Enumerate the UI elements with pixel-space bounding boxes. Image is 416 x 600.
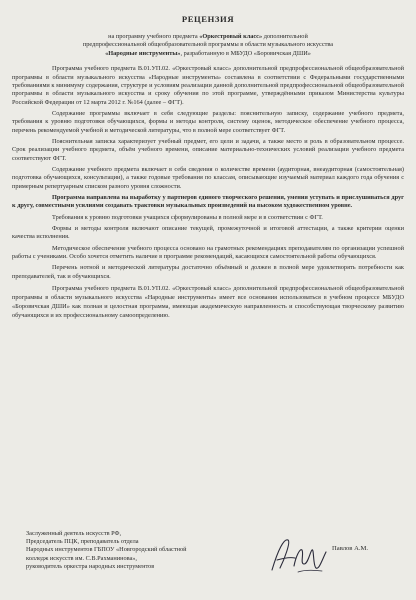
paragraph-9: Перечень нотной и методической литературы достаточно объёмный и должен в полной мере удовлетворять потребности как преподавателей, так и обучающихся.: [12, 264, 404, 281]
credential-line: Народных инструментов ГБПОУ «Новгородский областной: [26, 546, 187, 554]
subject-line-1-suffix: дополнительной: [262, 33, 308, 40]
credential-line: колледж искусств им. С.В.Рахманинова»,: [26, 554, 138, 562]
subject-line-2: предпрофессиональной общеобразовательной программы в области музыкального искусства: [82, 41, 334, 49]
credential-line: руководитель оркестра народных инструментов: [26, 562, 155, 570]
subject-line-3: [16, 50, 400, 58]
subject-program-name: «Народные инструменты»: [105, 49, 181, 57]
document-subject: [16, 33, 400, 58]
subject-line-3-suffix: , разработанную в МБУДО «Боровичская ДШИ»: [180, 49, 311, 57]
paragraph-7: Формы и методы контроля включают описание текущей, промежуточной и итоговой аттестации, а также критерии оценки качества исполнения.: [12, 225, 404, 241]
reviewer-credentials: [26, 530, 286, 571]
paragraph-1: Программа учебного предмета В.01.УП.02. «Оркестровый класс» дополнительной предпрофессиональной общеобразовательной программы в области музыкального искусства «Народные инструменты» составлена в соответствии с Федеральными государственными требованиями к минимуму содержания, структуре и условиям реализации данной дополнительной предпрофессиональной общеобразовательной программы в области музыкального искусства и сроку обучения по этой программе, утверждёнными приказом Министерства культуры Российской Федерации от 12 марта 2012 г. №164 (далее – ФГТ).: [12, 65, 404, 106]
reviewer-name: Павлов А.М.: [332, 545, 368, 552]
subject-course-name: «Оркестровый класс»: [199, 33, 263, 40]
paragraph-2: Содержание программы включает в себя следующие разделы: пояснительную записку, содержание учебного предмета, требования к уровню подготовки обучающихся, формы и методы контроля, систему оценок, методическое обеспечение учебного процесса, перечень рекомендуемой учебной и методической литературы, что в полной мере соответствует ФГТ.: [12, 109, 404, 134]
paragraph-10: Программа учебного предмета В.01.УП.02. «Оркестровый класс» дополнительной предпрофессиональной общеобразовательной программы в области музыкального искусства «Народные инструменты» имеет все основания использоваться в учебном процессе МБУДО «Боровичская ДШИ» как полная и целостная программа, имеющая академическую направленность и способствующая творческому развитию обучающихся и их профессиональному самоопределению.: [12, 285, 404, 319]
credential-line: Председатель ПЦК, преподаватель отдела: [26, 538, 139, 546]
handwritten-signature: [264, 530, 334, 578]
paragraph-6: Требования к уровню подготовки учащихся сформулированы в полной мере и в соответствии с ФГТ.: [52, 213, 323, 221]
credential-line: Заслуженный деятель искусств РФ,: [26, 530, 122, 537]
subject-line-1: [16, 33, 400, 41]
document-title: РЕЦЕНЗИЯ: [181, 14, 235, 24]
paragraph-8: Методическое обеспечение учебного процесса основано на грамотных рекомендациях преподавателям по организации успешной работы с учениками. Особо хочется отметить наличие в программе рекомендаций, касающихся самостоятельной работы обучающихся.: [12, 244, 404, 261]
paragraph-4: Содержание учебного предмета включает в себя сведения о количестве времени (аудиторная, внеаудиторная (самостоятельная) подготовка обучающихся, консультации), а также годовые требования по классам, описывающие изучаемый материал каждого года обучения с примерным репертуарным списком разного уровня сложности.: [12, 166, 404, 190]
subject-line-1-prefix: на программу учебного предмета: [108, 33, 200, 40]
paragraph-5-emphasis: Программа направлена на выработку у партнеров единого творческого решения, умения уступать и прислушиваться друг к другу, совместными усилиями создавать трактовки музыкальных произведений на высоком художественном уровне.: [12, 194, 404, 210]
paragraph-3: Пояснительная записка характеризует учебный предмет, его цели и задачи, а также место и роль в образовательном процессе. Срок реализации учебного предмета, объём учебного времени, описание материально-технических условий реализации учебного предмета соответствуют ФГТ.: [12, 137, 404, 162]
